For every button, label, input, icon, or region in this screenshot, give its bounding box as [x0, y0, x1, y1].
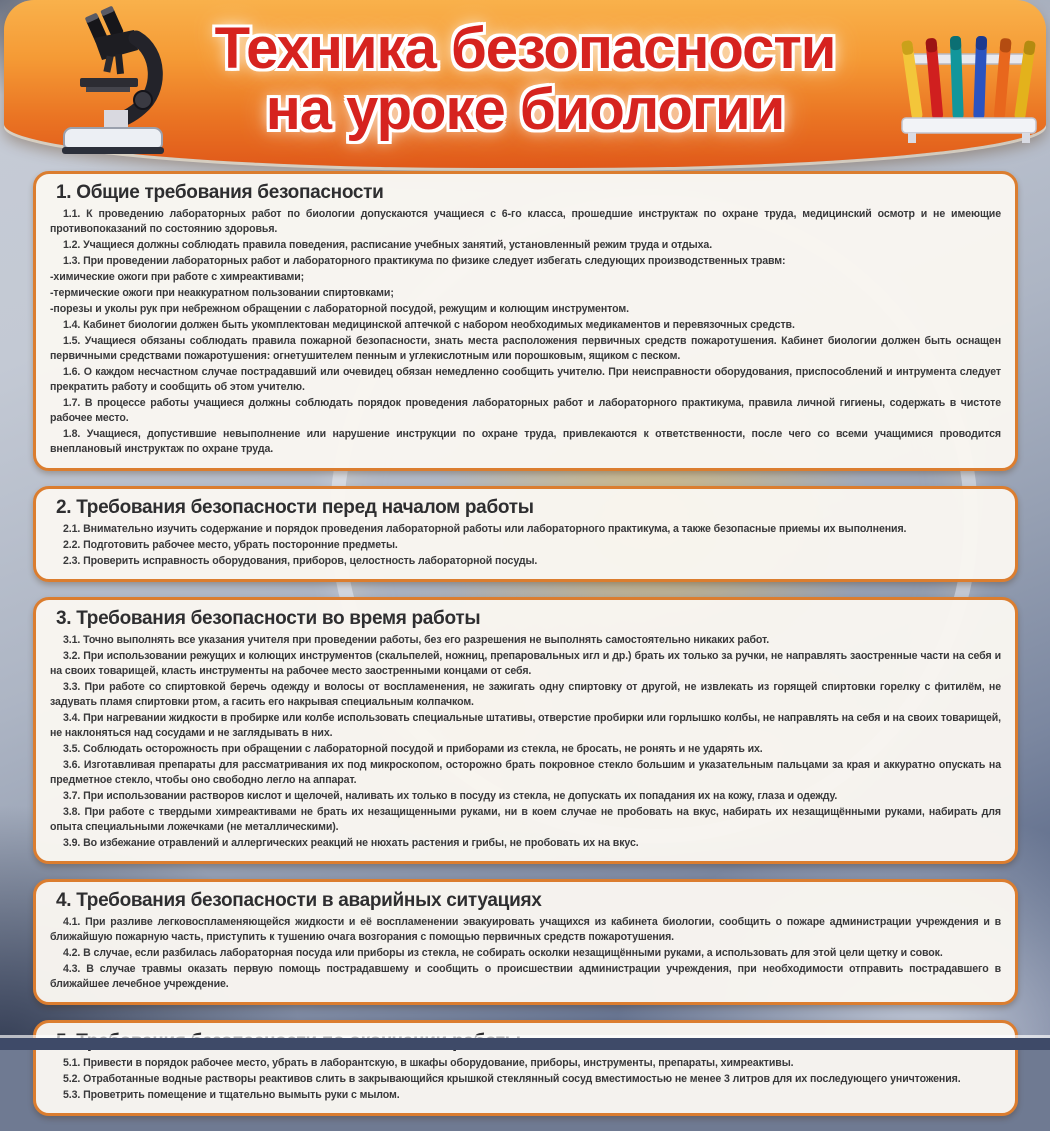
section-title: 2. Требования безопасности перед началом работы	[56, 496, 534, 518]
section-panel-4	[33, 879, 1018, 1005]
rule-item: 1.1. К проведению лабораторных работ по биологии допускаются учащиеся с 6-го класса, прошедшие инструктаж по охране труда, медицинский осмотр и не имеющие противопоказаний по состоянию здоровья.	[50, 208, 1001, 236]
rule-subitem: -термические ожоги при неаккуратном пользовании спиртовками;	[50, 287, 394, 300]
rule-item: 2.3. Проверить исправность оборудования, приборов, целостность лабораторной посуды.	[63, 554, 538, 567]
section-panel-2	[33, 486, 1018, 582]
poster-title-line1: Техника безопасности	[214, 16, 836, 81]
section-panel-5	[33, 1020, 1018, 1116]
rule-item: 5.1. Привести в порядок рабочее место, убрать в лаборантскую, в шкафы оборудование, приборы, инструменты, препараты, химреактивы.	[63, 1057, 794, 1070]
rule-item: 3.7. При использовании растворов кислот и щелочей, наливать их только в посуду из стекла, не допускать их попадания их на кожу, глаза и одежду.	[63, 789, 838, 802]
test-tube-rack-image	[898, 26, 1040, 146]
rule-item: 3.9. Во избежание отравлений и аллергических реакций не нюхать растения и грибы, не пробовать их на вкус.	[63, 837, 639, 849]
microscope-image	[46, 4, 180, 156]
rule-item: 3.6. Изготавливая препараты для рассматривания их под микроскопом, осторожно брать покровное стекло большим и указательным пальцами за края и аккуратно опускать на предметное стекло, чтобы оно свободно легло на аппарат.	[50, 758, 1001, 786]
section-title: 3. Требования безопасности во время работы	[56, 607, 481, 629]
bottom-border	[0, 1038, 1050, 1050]
section-title: 1. Общие требования безопасности	[56, 182, 384, 203]
rule-subitem: -порезы и уколы рук при небрежном обращении с лабораторной посудой, режущим и колющим инструментом.	[50, 303, 629, 316]
sections-area	[33, 171, 1018, 1131]
poster-title-line2: на уроке биологии	[265, 77, 785, 143]
rule-item: 1.7. В процессе работы учащиеся должны соблюдать порядок проведения лабораторных работ и лабораторного практикума, правила личной гигиены, содержать в чистоте рабочее место.	[50, 397, 1001, 425]
rule-item: 3.5. Соблюдать осторожность при обращении с лабораторной посудой и приборами из стекла, не бросать, не ронять и не ударять их.	[63, 742, 763, 755]
rule-subitem: -химические ожоги при работе с химреактивами;	[50, 271, 305, 284]
rule-item: 1.5. Учащиеся обязаны соблюдать правила пожарной безопасности, знать места расположения первичных средств пожаротушения. Кабинет биологии должен быть оснащен первичными средствами пожаротушения: огнетушителем пенным и углекислотным или порошковым, ящиком с песком.	[50, 335, 1001, 363]
section-panel-1	[33, 171, 1018, 471]
rule-item: 3.1. Точно выполнять все указания учителя при проведении работы, без его разрешения не выполнять самостоятельно никаких работ.	[63, 633, 770, 646]
rule-item: 1.2. Учащиеся должны соблюдать правила поведения, расписание учебных занятий, установленный режим труда и отдыха.	[63, 239, 713, 252]
rule-item: 1.6. О каждом несчастном случае пострадавший или очевидец обязан немедленно сообщить учителю. При неисправности оборудования, приспособлений и интрумента следует прекратить работу и сообщить об этом учителю.	[50, 366, 1001, 394]
rule-item: 3.2. При использовании режущих и колющих инструментов (скальпелей, ножниц, препаровальных игл и др.) брать их только за ручки, не направлять заостренные части на себя и на своих товарищей, класть инструменты на рабочее место заостренными концами от себя.	[50, 649, 1001, 677]
rule-item: 2.1. Внимательно изучить содержание и порядок проведения лабораторной работы или лабораторного практикума, а также безопасные приемы их выполнения.	[63, 522, 907, 535]
rule-item: 4.3. В случае травмы оказать первую помощь пострадавшему и сообщить о происшествии администрации учреждения, при необходимости отправить пострадавшего в ближайшее лечебное учреждение.	[50, 963, 1001, 991]
rule-item: 4.2. В случае, если разбилась лабораторная посуда или приборы из стекла, не собирать осколки незащищёнными руками, а использовать для этой цели щетку и совок.	[63, 947, 943, 960]
rule-item: 2.2. Подготовить рабочее место, убрать посторонние предметы.	[63, 538, 398, 551]
rule-item: 1.8. Учащиеся, допустившие невыполнение или нарушение инструкции по охране труда, привлекаются к ответственности, после чего со всеми учащимися проводится внеплановый инструктаж по охране труда.	[50, 428, 1001, 456]
section-title: 4. Требования безопасности в аварийных ситуациях	[56, 890, 542, 912]
rule-item: 3.4. При нагревании жидкости в пробирке или колбе использовать специальные штативы, отверстие пробирки или горлышко колбы, не направлять на себя и на своих товарищей, не наклоняться над сосудами и не заглядывать в них.	[50, 711, 1001, 739]
rule-item: 5.2. Отработанные водные растворы реактивов слить в закрывающийся крышкой стеклянный сосуд вместимостью не менее 3 литров для их последующего уничтожения.	[63, 1073, 961, 1086]
rule-item: 4.1. При разливе легковоспламеняющейся жидкости и её воспламенении эвакуировать учащихся из кабинета биологии, сообщить о пожаре администрации учреждения и в ближайшую пожарную часть, приступить к тушению очага возгорания с помощью первичных средств пожаротушения.	[50, 916, 1001, 944]
rule-item: 3.3. При работе со спиртовкой беречь одежду и волосы от воспламенения, не зажигать одну спиртовку от другой, не извлекать из горящей спиртовки горелку с фитилём, не задувать пламя спиртовки ртом, а гасить его накрывая специальным колпачком.	[50, 680, 1001, 708]
rule-item: 1.3. При проведении лабораторных работ и лабораторного практикума по физике следует избегать следующих производственных травм:	[63, 255, 786, 268]
rule-item: 3.8. При работе с твердыми химреактивами не брать их незащищенными руками, ни в коем случае не пробовать на вкус, набирать их незащищёнными руками, набирать для опыта специальными ложечками (не металлическими).	[50, 805, 1001, 833]
rule-item: 5.3. Проветрить помещение и тщательно вымыть руки с мылом.	[63, 1089, 400, 1102]
rule-item: 1.4. Кабинет биологии должен быть укомплектован медицинской аптечкой с набором необходимых медикаментов и перевязочных средств.	[63, 319, 795, 332]
section-panel-3	[33, 597, 1018, 864]
